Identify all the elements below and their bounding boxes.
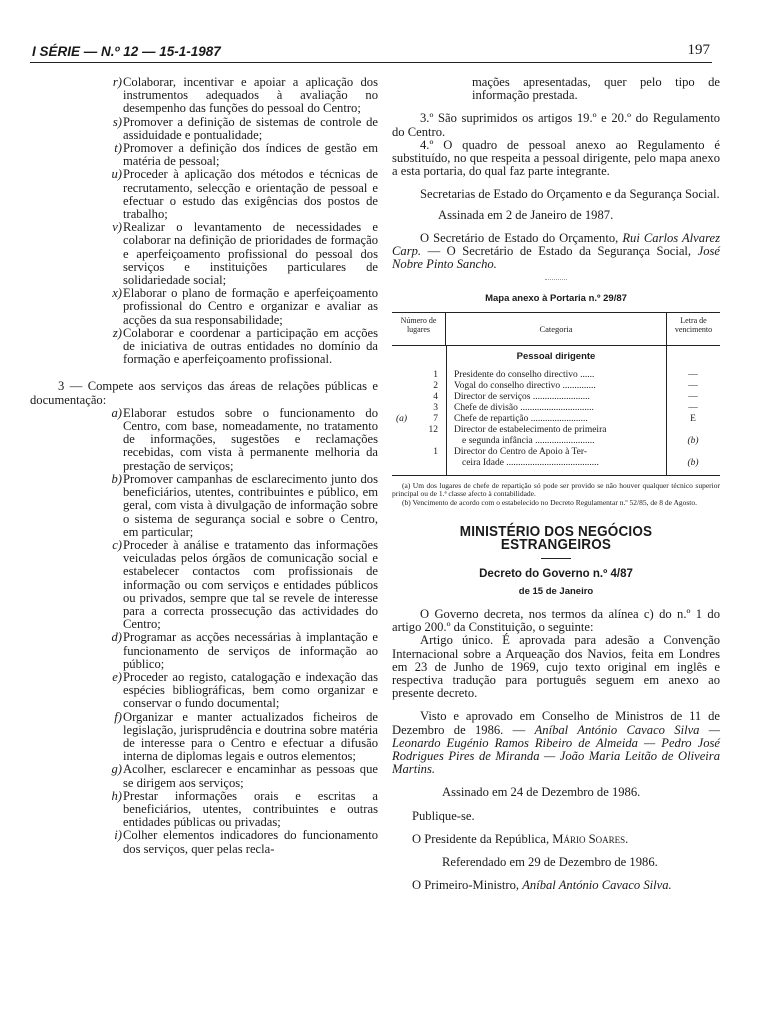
presidente xyxy=(392,833,720,846)
table-row xyxy=(392,403,720,414)
table-row xyxy=(392,414,720,425)
row-category: Director de estabelecimento de primeira xyxy=(454,424,607,435)
page-number: 197 xyxy=(687,42,710,58)
list-item xyxy=(30,539,378,631)
list-item xyxy=(30,168,378,221)
publique: Publique-se. xyxy=(412,808,475,823)
item-label: z) xyxy=(112,325,122,340)
header-num: Número de lugares xyxy=(392,313,446,345)
row-letter: — xyxy=(688,369,698,380)
item-text: Proceder ao registo, catalogação e indexação das espécies bibliográficas, bem como organizar e conservar o fundo documental; xyxy=(123,669,378,711)
list-item xyxy=(30,790,378,830)
row-num: 1 xyxy=(433,446,438,457)
item-label: v) xyxy=(112,220,122,235)
header-letter: Letra de vencimento xyxy=(666,313,720,345)
list-item xyxy=(30,671,378,711)
item-text: Colher elementos indicadores do funcionamento dos serviços, quer pelas recla- xyxy=(123,828,378,856)
left-column xyxy=(30,76,378,856)
row-letter: (b) xyxy=(687,435,699,446)
table-row xyxy=(392,392,720,403)
row-category-cont: ceira Idade ....................................... xyxy=(462,457,599,468)
table-notes xyxy=(392,482,720,508)
list-item xyxy=(30,631,378,671)
item-text: Elaborar o plano de formação e aperfeiçoamento profissional do Centro e organizar e avaliar as acções da sua responsabilidade; xyxy=(123,286,378,327)
item-label: u) xyxy=(111,167,122,182)
item-text: Acolher, esclarecer e encaminhar as pessoas que se dirigem aos serviços; xyxy=(123,762,378,790)
row-letter: — xyxy=(688,391,698,402)
item-label: a) xyxy=(111,405,122,420)
table-row xyxy=(392,447,720,469)
row-num: 7 xyxy=(433,413,438,424)
visto-prefix: Visto e aprovado em Conselho de Ministros de 11 de Dezembro de 1986. — xyxy=(392,709,720,737)
table-body xyxy=(392,346,720,475)
item-text: Programar as acções necessárias à implantação e funcionamento de serviços de informação ao público; xyxy=(123,630,378,671)
item-text: Elaborar estudos sobre o funcionamento do Centro, com base, nomeadamente, no tratamento de informações, sugestões e reclamações recebidas, com vista à permanente melhoria da prestação de serviços; xyxy=(123,405,378,473)
separator xyxy=(545,279,567,280)
row-letter: — xyxy=(688,380,698,391)
pm-prefix: O Primeiro-Ministro, xyxy=(412,878,523,893)
sig-1-role: O Secretário de Estado do Orçamento, xyxy=(420,230,623,245)
item-text: Promover campanhas de esclarecimento junto dos beneficiários, utentes, contribuintes e público, em geral, com vista à divulgação de informação sobre o sistema de segurança social e sobre o Centro, em particular; xyxy=(123,471,378,539)
article-3: 3.º São suprimidos os artigos 19.º e 20.º do Regulamento do Centro. xyxy=(392,111,720,139)
list-item xyxy=(30,76,378,116)
decree-date: de 15 de Janeiro xyxy=(518,585,594,597)
item-label: i) xyxy=(114,828,122,843)
item-text: Organizar e manter actualizados ficheiros de legislação, jurisprudência e doutrina sobre matéria de interesse para o Centro e efectuar a difusão interna de diplomas legais e outros elementos; xyxy=(123,709,378,764)
row-num: 2 xyxy=(433,380,438,391)
decree-title: Decreto do Governo n.º 4/87 xyxy=(479,567,633,580)
article-4: 4.º O quadro de pessoal anexo ao Regulamento é substituído, no que respeita a pessoal dirigente, pelo mapa anexo a esta portaria, do qual faz parte integrante. xyxy=(392,137,720,179)
item-label: h) xyxy=(111,788,122,803)
table-row xyxy=(392,425,720,447)
row-category: Chefe de repartição ........................ xyxy=(454,413,588,424)
sig-1-name: Rui Carlos Alvarez Carp. xyxy=(392,230,720,259)
item-label: e) xyxy=(112,669,122,684)
list-item xyxy=(30,287,378,327)
right-column xyxy=(392,76,720,892)
list-r-to-z xyxy=(30,76,378,366)
note-b: (b) Vencimento de acordo com o estabelecido no Decreto Regulamentar n.º 52/85, de 8 de Agosto. xyxy=(402,497,698,507)
item-label: b) xyxy=(111,471,122,486)
staff-table xyxy=(392,312,720,476)
row-letter: — xyxy=(688,402,698,413)
section-title: Pessoal dirigente xyxy=(516,350,596,362)
item-label: d) xyxy=(111,630,122,645)
list-item xyxy=(30,221,378,287)
item-text: Promover a definição dos índices de gestão em matéria de pessoal; xyxy=(123,141,378,169)
list-item xyxy=(30,829,378,855)
list-item xyxy=(30,142,378,168)
table-row xyxy=(392,381,720,392)
assinado-date: Assinado em 24 de Dezembro de 1986. xyxy=(442,785,641,800)
row-note: (a) xyxy=(396,413,408,424)
visto xyxy=(392,710,720,776)
ministry-rule xyxy=(541,558,571,559)
row-letter: E xyxy=(690,413,696,424)
row-category: Vogal do conselho directivo .............. xyxy=(454,380,596,391)
list-item xyxy=(30,763,378,789)
visto-names: Aníbal António Cavaco Silva — Leonardo Eugénio Ramos Ribeiro de Almeida — Pedro José Rodrigues Pires de Miranda — João Maria Leitão de Oliveira Martins. xyxy=(392,722,720,777)
single-article: Artigo único. É aprovada para adesão a Convenção Internacional sobre a Arqueação dos Navios, feita em Londres em 23 de Junho de 1969, cujo texto original em inglês e respectiva tradução para português seguem em anexo ao presente decreto. xyxy=(392,633,720,701)
item-label: r) xyxy=(112,75,122,89)
note-a: (a) Um dos lugares de chefe de repartição só pode ser provido se não houver qualquer técnico superior principal ou de 1.ª classe afecto à contabilidade. xyxy=(392,480,720,499)
pm-name: Aníbal António Cavaco Silva. xyxy=(522,878,672,893)
secretarias: Secretarias de Estado do Orçamento e da Segurança Social. xyxy=(420,187,720,202)
item-text: Realizar o levantamento de necessidades e colaborar na definição de prioridades de formação e aperfeiçoamento profissional do pessoal dos serviços e instituições particulares de solidariedade social; xyxy=(123,220,378,288)
presidente-prefix: O Presidente da República, xyxy=(412,831,553,846)
paragraph-3: 3 — Compete aos serviços das áreas de relações públicas e documentação: xyxy=(30,379,378,407)
row-category: Director do Centro de Apoio à Ter- xyxy=(454,446,587,457)
map-title: Mapa anexo à Portaria n.º 29/87 xyxy=(485,293,627,305)
list-item xyxy=(30,407,378,473)
item-text: Prestar informações orais e escritas a beneficiários, utentes, contribuintes e outras entidades públicas ou privadas; xyxy=(123,788,378,830)
row-letter: (b) xyxy=(687,457,699,468)
referendado: Referendado em 29 de Dezembro de 1986. xyxy=(442,855,658,869)
assinada-date: Assinada em 2 de Janeiro de 1987. xyxy=(438,207,614,222)
presidente-name: Mário Soares. xyxy=(552,831,629,846)
list-item xyxy=(30,327,378,367)
row-num: 12 xyxy=(428,424,438,435)
primeiro-ministro xyxy=(392,879,720,892)
item-label: g) xyxy=(111,762,122,777)
item-text: Proceder à aplicação dos métodos e técnicas de recrutamento, selecção e orientação de pessoal e efectuar o estudo das exigências dos postos de trabalho; xyxy=(123,167,378,222)
continuation-text: mações apresentadas, quer pelo tipo de informação prestada. xyxy=(472,75,720,103)
row-category: Director de serviços ........................ xyxy=(454,391,590,402)
item-text: Colaborar e coordenar a participação em acções de iniciativa de outras entidades no domínio da formação e aperfeiçoamento profissional. xyxy=(123,325,378,367)
ministry-title: MINISTÉRIO DOS NEGÓCIOS ESTRANGEIROS xyxy=(459,523,653,554)
item-label: t) xyxy=(114,141,122,156)
list-item xyxy=(30,473,378,539)
item-label: s) xyxy=(112,114,122,129)
header-category: Categoria xyxy=(539,323,573,334)
sig-2-role: — O Secretário de Estado da Segurança Social, xyxy=(421,244,698,259)
row-category: Presidente do conselho directivo ...... xyxy=(454,369,595,380)
table-row xyxy=(392,370,720,381)
row-category-cont: e segunda infância ......................... xyxy=(462,435,595,446)
sig-2-name: José Nobre Pinto Sancho. xyxy=(392,244,720,272)
row-num: 4 xyxy=(433,391,438,402)
item-label: x) xyxy=(112,286,122,301)
row-num: 3 xyxy=(433,402,438,413)
item-text: Promover a definição de sistemas de controle de assiduidade e pontualidade; xyxy=(123,114,378,142)
list-a-to-i xyxy=(30,407,378,856)
table-header xyxy=(392,313,720,346)
row-category: Chefe de divisão ............................... xyxy=(454,402,594,413)
item-text: Colaborar, incentivar e apoiar a aplicação dos instrumentos adequados à avaliação no desempenho das funções do pessoal do Centro; xyxy=(123,75,378,116)
series-label: I SÉRIE — N.º 12 — 15-1-1987 xyxy=(32,44,221,59)
item-label: f) xyxy=(114,709,122,724)
page-header xyxy=(30,42,712,63)
item-text: Proceder à análise e tratamento das informações veiculadas pelos órgãos de comunicação social e estabelecer contactos com profissionais de informação ou com serviços e entidades públicos ou privados, sempre que tal se revele de interesse para a correcta prossecução das actividades do Centro; xyxy=(123,537,378,632)
item-label: c) xyxy=(112,537,122,552)
row-num: 1 xyxy=(433,369,438,380)
list-item xyxy=(30,116,378,142)
list-item xyxy=(30,711,378,764)
signatories xyxy=(392,232,720,272)
decree-intro: O Governo decreta, nos termos da alínea c) do n.º 1 do artigo 200.º da Constituição, o seguinte: xyxy=(392,606,720,635)
